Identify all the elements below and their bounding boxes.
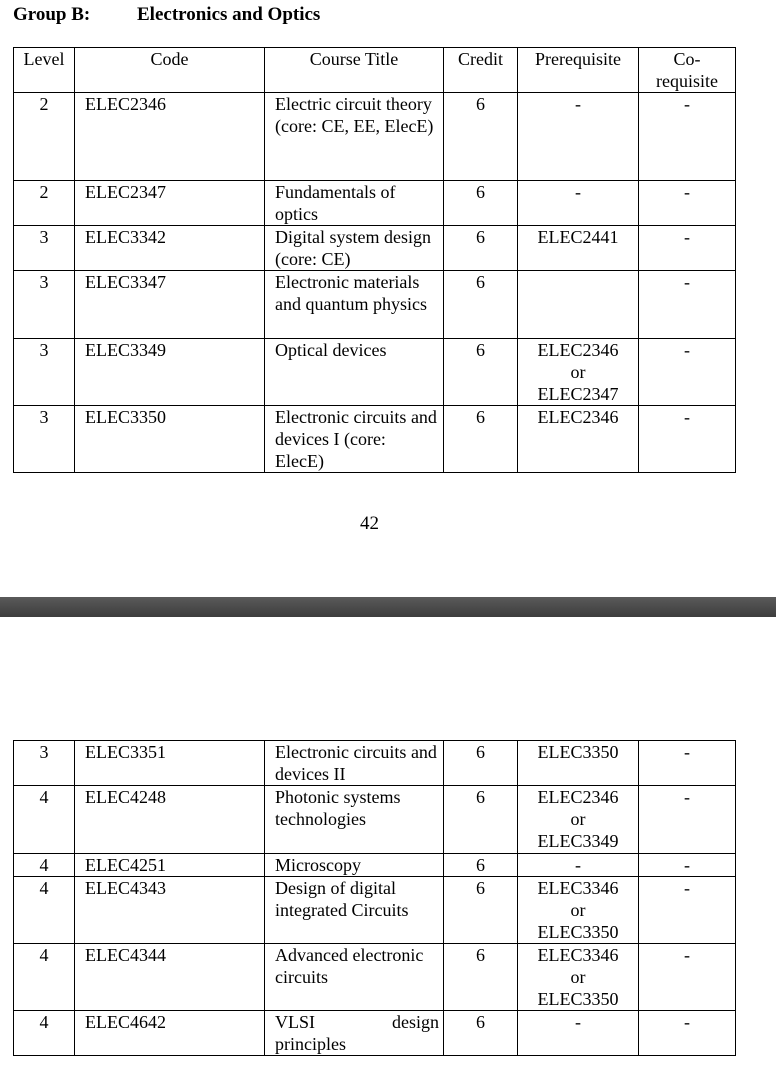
code-cell: ELEC3350 — [75, 406, 265, 473]
level-cell: 3 — [14, 406, 75, 473]
prerequisite-line: or — [570, 809, 586, 829]
credit-cell: 6 — [444, 854, 518, 877]
prerequisite-cell — [518, 944, 639, 1011]
credit-cell: 6 — [444, 741, 518, 786]
prerequisite-line: ELEC2346 — [537, 787, 619, 807]
title-cell: Microscopy — [265, 854, 444, 877]
table-2-body — [14, 741, 736, 1056]
level-cell: 3 — [14, 226, 75, 271]
credit-cell: 6 — [444, 226, 518, 271]
corequisite-cell: - — [639, 944, 736, 1011]
prerequisite-cell — [518, 406, 639, 473]
page-number: 42 — [360, 513, 379, 534]
corequisite-cell: - — [639, 854, 736, 877]
header-course-title: Course Title — [265, 48, 444, 93]
prerequisite-line: ELEC3346 — [537, 878, 619, 898]
credit-cell: 6 — [444, 271, 518, 339]
title-cell — [265, 1011, 444, 1056]
credit-cell: 6 — [444, 181, 518, 226]
header-prerequisite: Prerequisite — [518, 48, 639, 93]
title-cell: Electronic circuits and devices II — [265, 741, 444, 786]
corequisite-cell: - — [639, 1011, 736, 1056]
prerequisite-cell — [518, 1011, 639, 1056]
credit-cell: 6 — [444, 406, 518, 473]
code-cell: ELEC4343 — [75, 877, 265, 944]
prerequisite-cell — [518, 786, 639, 854]
credit-cell: 6 — [444, 786, 518, 854]
credit-cell: 6 — [444, 93, 518, 181]
prerequisite-line: or — [570, 900, 586, 920]
level-cell: 2 — [14, 181, 75, 226]
header-credit: Credit — [444, 48, 518, 93]
prerequisite-line: ELEC2346 — [537, 340, 619, 360]
table-row — [14, 877, 736, 944]
corequisite-cell: - — [639, 786, 736, 854]
prerequisite-cell — [518, 271, 639, 339]
level-cell: 4 — [14, 1011, 75, 1056]
prerequisite-line: ELEC3346 — [537, 945, 619, 965]
title-justified-line — [275, 1011, 439, 1033]
prerequisite-line: - — [575, 94, 581, 114]
prerequisite-line: ELEC2441 — [537, 227, 619, 247]
title-cell: Electric circuit theory (core: CE, EE, ElecE) — [265, 93, 444, 181]
corequisite-cell: - — [639, 226, 736, 271]
corequisite-cell: - — [639, 181, 736, 226]
title-cell: Design of digital integrated Circuits — [265, 877, 444, 944]
group-title: Electronics and Optics — [137, 4, 321, 25]
prerequisite-cell — [518, 741, 639, 786]
prerequisite-line: ELEC2346 — [537, 407, 619, 427]
title-part: VLSI — [275, 1012, 315, 1032]
title-cell: Electronic materials and quantum physics — [265, 271, 444, 339]
table-row — [14, 93, 736, 181]
corequisite-cell: - — [639, 406, 736, 473]
prerequisite-cell — [518, 226, 639, 271]
prerequisite-line: ELEC3350 — [537, 922, 619, 942]
credit-cell: 6 — [444, 944, 518, 1011]
title-part: design — [392, 1012, 439, 1032]
title-cell: Electronic circuits and devices I (core: ElecE) — [265, 406, 444, 473]
corequisite-cell: - — [639, 271, 736, 339]
code-cell: ELEC2347 — [75, 181, 265, 226]
header-code: Code — [75, 48, 265, 93]
prerequisite-line: ELEC3350 — [537, 989, 619, 1009]
course-table-1 — [13, 47, 736, 473]
corequisite-cell: - — [639, 339, 736, 406]
code-cell: ELEC2346 — [75, 93, 265, 181]
page-separator — [0, 597, 776, 617]
title-cell: Digital system design (core: CE) — [265, 226, 444, 271]
corequisite-cell: - — [639, 93, 736, 181]
table-row — [14, 786, 736, 854]
prerequisite-line: - — [575, 1012, 581, 1032]
prerequisite-cell — [518, 93, 639, 181]
header-corequisite: Co- requisite — [639, 48, 736, 93]
header-level: Level — [14, 48, 75, 93]
table-row — [14, 181, 736, 226]
code-cell: ELEC4248 — [75, 786, 265, 854]
credit-cell: 6 — [444, 877, 518, 944]
table-row — [14, 339, 736, 406]
level-cell: 4 — [14, 944, 75, 1011]
prerequisite-cell — [518, 339, 639, 406]
level-cell: 2 — [14, 93, 75, 181]
prerequisite-line: or — [570, 967, 586, 987]
course-table-2 — [13, 740, 736, 1056]
title-part: principles — [275, 1034, 346, 1054]
prerequisite-cell — [518, 181, 639, 226]
title-cell: Advanced electronic circuits — [265, 944, 444, 1011]
code-cell: ELEC4344 — [75, 944, 265, 1011]
code-cell: ELEC3349 — [75, 339, 265, 406]
credit-cell: 6 — [444, 1011, 518, 1056]
prerequisite-cell — [518, 854, 639, 877]
table-row — [14, 226, 736, 271]
code-cell: ELEC4251 — [75, 854, 265, 877]
title-cell: Optical devices — [265, 339, 444, 406]
table-row — [14, 741, 736, 786]
prerequisite-line: or — [570, 362, 586, 382]
code-cell: ELEC4642 — [75, 1011, 265, 1056]
level-cell: 4 — [14, 877, 75, 944]
level-cell: 3 — [14, 271, 75, 339]
title-cell: Fundamentals of optics — [265, 181, 444, 226]
table-1-body — [14, 93, 736, 473]
credit-cell: 6 — [444, 339, 518, 406]
prerequisite-cell — [518, 877, 639, 944]
level-cell: 3 — [14, 741, 75, 786]
title-cell: Photonic systems technologies — [265, 786, 444, 854]
prerequisite-line: - — [575, 855, 581, 875]
group-label: Group B: — [13, 4, 91, 25]
prerequisite-line: ELEC2347 — [537, 384, 619, 404]
prerequisite-line: ELEC3349 — [537, 831, 619, 851]
table-row — [14, 854, 736, 877]
level-cell: 3 — [14, 339, 75, 406]
corequisite-cell: - — [639, 741, 736, 786]
prerequisite-line: ELEC3350 — [537, 742, 619, 762]
table-row — [14, 406, 736, 473]
table-row — [14, 1011, 736, 1056]
table-row — [14, 944, 736, 1011]
code-cell: ELEC3351 — [75, 741, 265, 786]
code-cell: ELEC3347 — [75, 271, 265, 339]
prerequisite-line: - — [575, 182, 581, 202]
level-cell: 4 — [14, 854, 75, 877]
corequisite-cell: - — [639, 877, 736, 944]
code-cell: ELEC3342 — [75, 226, 265, 271]
level-cell: 4 — [14, 786, 75, 854]
table-row — [14, 271, 736, 339]
